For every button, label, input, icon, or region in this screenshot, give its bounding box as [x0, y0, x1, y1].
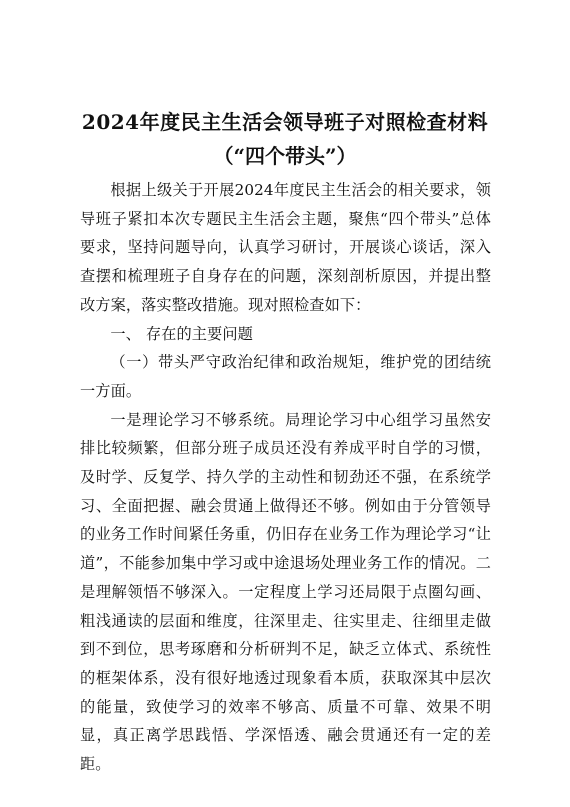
document-title: 2024年度民主生活会领导班子对照检查材料 — [81, 110, 489, 134]
document-body — [80, 176, 491, 779]
section-heading: 一、 存在的主要问题 — [110, 324, 253, 343]
body-paragraph: 一是理论学习不够系统。局理论学习中心组学习虽然安排比较频繁，但部分班子成员还没有养成平时自学的习惯，及时学、反复学、持久学的主动性和韧劲还不强，在系统学习、全面把握、融会贯通上做得还不够。例如由于分管领导的业务工作时间紧任务重，仍旧存在业务工作为理论学习“让道”，不能参加集中学习或中途退场处理业务工作的情况。二是理解领悟不够深入。一定程度上学习还局限于点圈勾画、粗浅通读的层面和维度，往深里走、往实里走、往细里走做到不到位，思考琢磨和分析研判不足，缺乏立体式、系统性的框架体系，没有很好地透过现象看本质，获取深其中层次的能量，致使学习的效率不够高、质量不可靠、效果不明显，真正离学思践悟、学深悟透、融会贯通还有一定的差距。 — [80, 410, 491, 774]
intro-paragraph: 根据上级关于开展2024年度民主生活会的相关要求，领导班子紧扣本次专题民主生活会主题，聚焦“四个带头”总体要求，坚持问题导向，认真学习研讨，开展谈心谈话，深入查摆和梳理班子自身存在的问题，深刻剖析原因，并提出整改方案，落实整改措施。现对照检查如下： — [80, 181, 491, 314]
subsection-heading: （一）带头严守政治纪律和政治规矩，维护党的团结统一方面。 — [80, 353, 491, 400]
document-subtitle: （“四个带头”） — [213, 144, 357, 168]
